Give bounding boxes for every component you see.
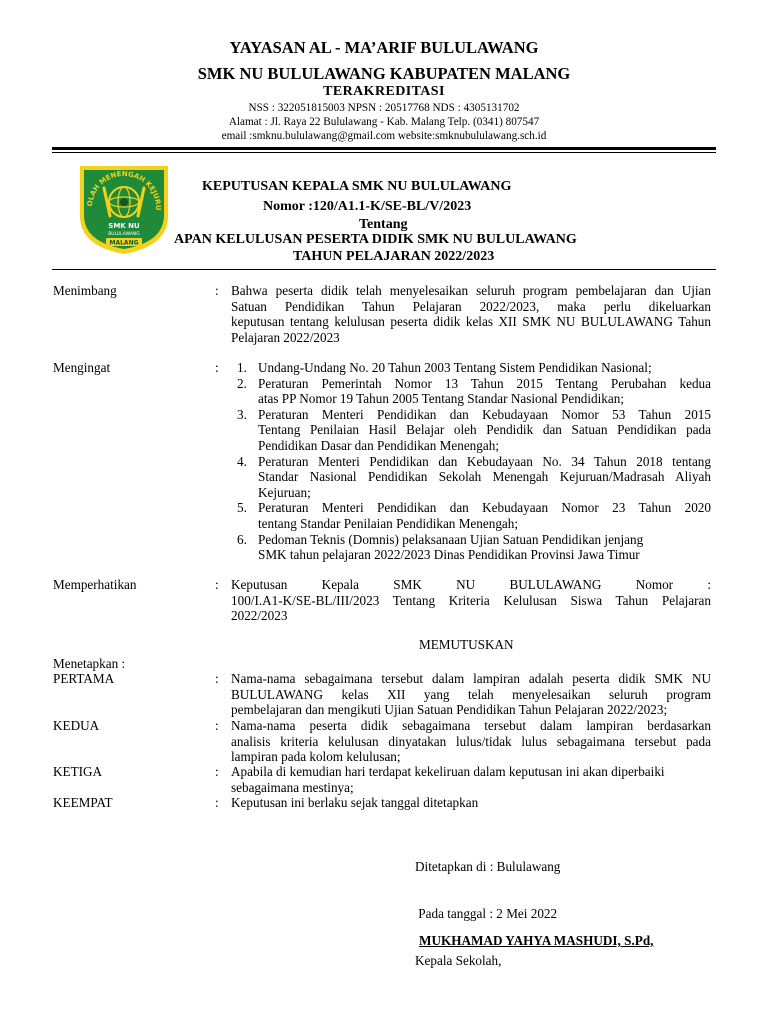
decision-line: Keputusan ini berlaku sejak tanggal ditetapkan bbox=[231, 795, 479, 810]
memperhatikan-line: Keputusan Kepala SMK NU BULULAWANG Nomor : bbox=[231, 577, 711, 592]
title-divider bbox=[52, 269, 716, 270]
decree-title: KEPUTUSAN KEPALA SMK NU BULULAWANG bbox=[202, 179, 512, 194]
decision-label: KETIGA bbox=[53, 764, 103, 779]
list-line: Pedoman Teknis (Domnis) pelaksanaan Ujian Satuan Pendidikan jenjang bbox=[258, 531, 644, 547]
list-line: Peraturan Pemerintah Nomor 13 Tahun 2015 Tentang Perubahan kedua bbox=[258, 375, 711, 391]
decision-colon: : bbox=[215, 718, 219, 733]
list-line: SMK tahun pelajaran 2022/2023 Dinas Pendidikan Provinsi Jawa Timur bbox=[258, 547, 640, 563]
menimbang-colon: : bbox=[215, 283, 219, 298]
letterhead-divider-thin bbox=[52, 152, 716, 153]
list-item bbox=[231, 376, 711, 407]
decision-line: Apabila di kemudian hari terdapat kekeliruan dalam keputusan ini akan diperbaiki bbox=[231, 764, 665, 779]
decree-about: Tentang bbox=[359, 217, 408, 232]
signature-block bbox=[415, 828, 560, 984]
list-item bbox=[231, 454, 711, 501]
list-number: 5. bbox=[237, 500, 247, 516]
decree-number: Nomor :120/A1.1-K/SE-BL/V/2023 bbox=[263, 199, 472, 214]
list-number: 2. bbox=[237, 375, 247, 391]
list-number: 3. bbox=[237, 406, 247, 422]
school-contact: email :smknu.bululawang@gmail.com website:smknubululawang.sch.id bbox=[221, 130, 547, 142]
decision-colon: : bbox=[215, 671, 219, 686]
memperhatikan-line: 100/I.A1-K/SE-BL/III/2023 Tentang Kriteria Kelulusan Siswa Tahun Pelajaran bbox=[231, 592, 711, 608]
memperhatikan-line: 2022/2023 bbox=[231, 608, 288, 624]
list-item bbox=[231, 532, 711, 563]
list-line: atas PP Nomor 19 Tahun 2005 Tentang Standar Nasional Pendidikan; bbox=[258, 391, 625, 407]
decision-label: KEEMPAT bbox=[53, 795, 113, 810]
school-ids: NSS : 322051815003 NPSN : 20517768 NDS : 4305131702 bbox=[248, 102, 520, 114]
logo-arc-text: OLAH MENENGAH KEJURU bbox=[85, 169, 163, 211]
decision-label: KEDUA bbox=[53, 718, 100, 733]
memperhatikan-colon: : bbox=[215, 577, 219, 592]
menimbang-label: Menimbang bbox=[53, 283, 117, 298]
decision-line: pembelajaran dan mengikuti Ujian Satuan Pendidikan Tahun Pelajaran 2022/2023; bbox=[231, 702, 668, 718]
list-item bbox=[231, 360, 711, 376]
list-number: 1. bbox=[237, 360, 247, 375]
decree-year: TAHUN PELAJARAN 2022/2023 bbox=[293, 249, 495, 264]
mengingat-list bbox=[231, 360, 711, 563]
decree-subject: APAN KELULUSAN PESERTA DIDIK SMK NU BULULAWANG bbox=[174, 232, 577, 247]
letterhead-divider-thick bbox=[52, 147, 716, 150]
list-line: Peraturan Menteri Pendidikan dan Kebudayaan Nomor 53 Tahun 2015 bbox=[258, 406, 711, 422]
list-line: Peraturan Menteri Pendidikan dan Kebudayaan Nomor 23 Tahun 2020 bbox=[258, 500, 711, 516]
foundation-name: YAYASAN AL - MA’ARIF BULULAWANG bbox=[229, 38, 539, 57]
list-line: Kejuruan; bbox=[258, 484, 311, 500]
menimbang-line: keputusan tentang kelulusan peserta didik kelas XII SMK NU BULULAWANG Tahun bbox=[231, 314, 711, 330]
logo-name-line1: SMK NU bbox=[108, 222, 140, 230]
list-line: Peraturan Menteri Pendidikan dan Kebudayaan No. 34 Tahun 2018 tentang bbox=[258, 453, 711, 469]
list-item bbox=[231, 407, 711, 454]
list-line: Pendidikan Dasar dan Pendidikan Menengah; bbox=[258, 437, 499, 453]
menimbang-line: Pelajaran 2022/2023 bbox=[231, 329, 340, 345]
decision-line: analisis kriteria kelulusan dinyatakan lulus/tidak lulus sebagaimana tersebut pada bbox=[231, 733, 711, 749]
menimbang-line: Satuan Pendidikan Tahun Pelajaran 2022/2023, maka perlu dikeluarkan bbox=[231, 298, 711, 314]
school-address: Alamat : Jl. Raya 22 Bululawang - Kab. Malang Telp. (0341) 807547 bbox=[228, 116, 540, 128]
list-number: 6. bbox=[237, 531, 247, 547]
decision-colon: : bbox=[215, 795, 219, 810]
logo-name-line2: BULULAWANG bbox=[108, 232, 140, 237]
memperhatikan-label: Memperhatikan bbox=[53, 577, 137, 592]
list-line: tentang Standar Penilaian Pendidikan Menengah; bbox=[258, 515, 519, 531]
signatory-name: MUKHAMAD YAHYA MASHUDI, S.Pd, bbox=[419, 933, 654, 948]
school-logo bbox=[76, 158, 172, 256]
school-name: SMK NU BULULAWANG KABUPATEN MALANG bbox=[197, 64, 571, 83]
accreditation: TERAKREDITASI bbox=[323, 84, 445, 99]
mengingat-label: Mengingat bbox=[53, 360, 111, 375]
decision-line: Nama-nama sebagaimana tersebut dalam lampiran adalah peserta didik SMK NU bbox=[231, 671, 711, 686]
decision-line: BULULAWANG kelas XII yang telah menyelesaikan seluruh program bbox=[231, 686, 711, 702]
list-line: Standar Nasional Pendidikan Sekolah Menengah Kejuruan/Madrasah Aliyah bbox=[258, 469, 711, 485]
signature-role: Kepala Sekolah, bbox=[415, 952, 502, 968]
mengingat-colon: : bbox=[215, 360, 219, 375]
list-item bbox=[231, 500, 711, 531]
signature-place: Ditetapkan di : Bululawang bbox=[415, 859, 561, 875]
list-line: Undang-Undang No. 20 Tahun 2003 Tentang Sistem Pendidikan Nasional; bbox=[258, 360, 652, 375]
decision-line: lampiran pada kolom kelulusan; bbox=[231, 749, 401, 765]
logo-ribbon-text: MALANG bbox=[109, 239, 139, 247]
decision-colon: : bbox=[215, 764, 219, 779]
decision-line: sebagaimana mestinya; bbox=[231, 779, 354, 795]
memutuskan-heading: MEMUTUSKAN bbox=[419, 637, 514, 652]
signature-date: Pada tanggal : 2 Mei 2022 bbox=[415, 905, 558, 921]
list-line: Tentang Penilaian Hasil Belajar oleh Pendidik dan Satuan Pendidikan pada bbox=[258, 422, 711, 438]
list-number: 4. bbox=[237, 453, 247, 469]
menimbang-line: Bahwa peserta didik telah menyelesaikan seluruh program pembelajaran dan Ujian bbox=[231, 283, 711, 298]
menetapkan-label: Menetapkan : bbox=[53, 656, 126, 671]
decision-label: PERTAMA bbox=[53, 671, 115, 686]
decision-line: Nama-nama peserta didik sebagaimana tersebut dalam lampiran berdasarkan bbox=[231, 718, 711, 733]
